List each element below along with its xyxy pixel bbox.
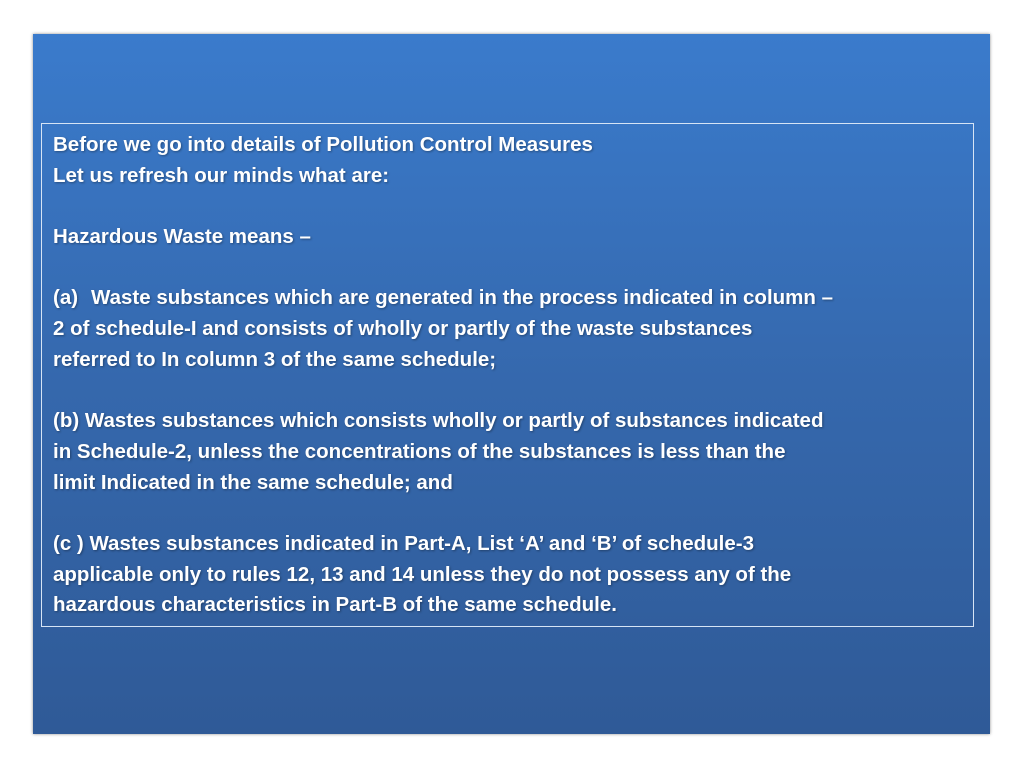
item-line: Wastes substances which consists wholly or partly of substances indicated (84, 409, 824, 433)
item-line: Waste substances which are generated in the process indicated in column – (91, 286, 834, 310)
slide-text (53, 130, 968, 621)
item-line: limit Indicated in the same schedule; and (53, 470, 453, 494)
item-line: referred to In column 3 of the same schedule; (53, 347, 497, 371)
item-marker: (a) (53, 286, 79, 310)
definition-heading: Hazardous Waste means – (53, 225, 311, 249)
item-line: in Schedule-2, unless the concentrations of the substances is less than the (53, 439, 786, 463)
definition-item-b (53, 406, 968, 498)
spacer (53, 376, 968, 407)
slide (33, 34, 990, 734)
item-marker: (b) (53, 409, 80, 433)
definition-item-a (53, 283, 968, 375)
intro-line-2: Let us refresh our minds what are: (53, 163, 390, 187)
item-line: applicable only to rules 12, 13 and 14 unless they do not possess any of the (53, 562, 792, 586)
content-box (41, 123, 974, 627)
item-line: Wastes substances indicated in Part-A, List ‘A’ and ‘B’ of schedule-3 (89, 532, 754, 556)
item-marker: (c ) (53, 532, 84, 556)
spacer (53, 253, 968, 284)
item-line: 2 of schedule-I and consists of wholly or partly of the waste substances (53, 317, 753, 341)
intro-line-1: Before we go into details of Pollution Control Measures (53, 133, 593, 156)
item-line: hazardous characteristics in Part-B of the same schedule. (53, 593, 617, 617)
definition-item-c (53, 529, 968, 621)
spacer (53, 498, 968, 529)
spacer (53, 191, 968, 222)
